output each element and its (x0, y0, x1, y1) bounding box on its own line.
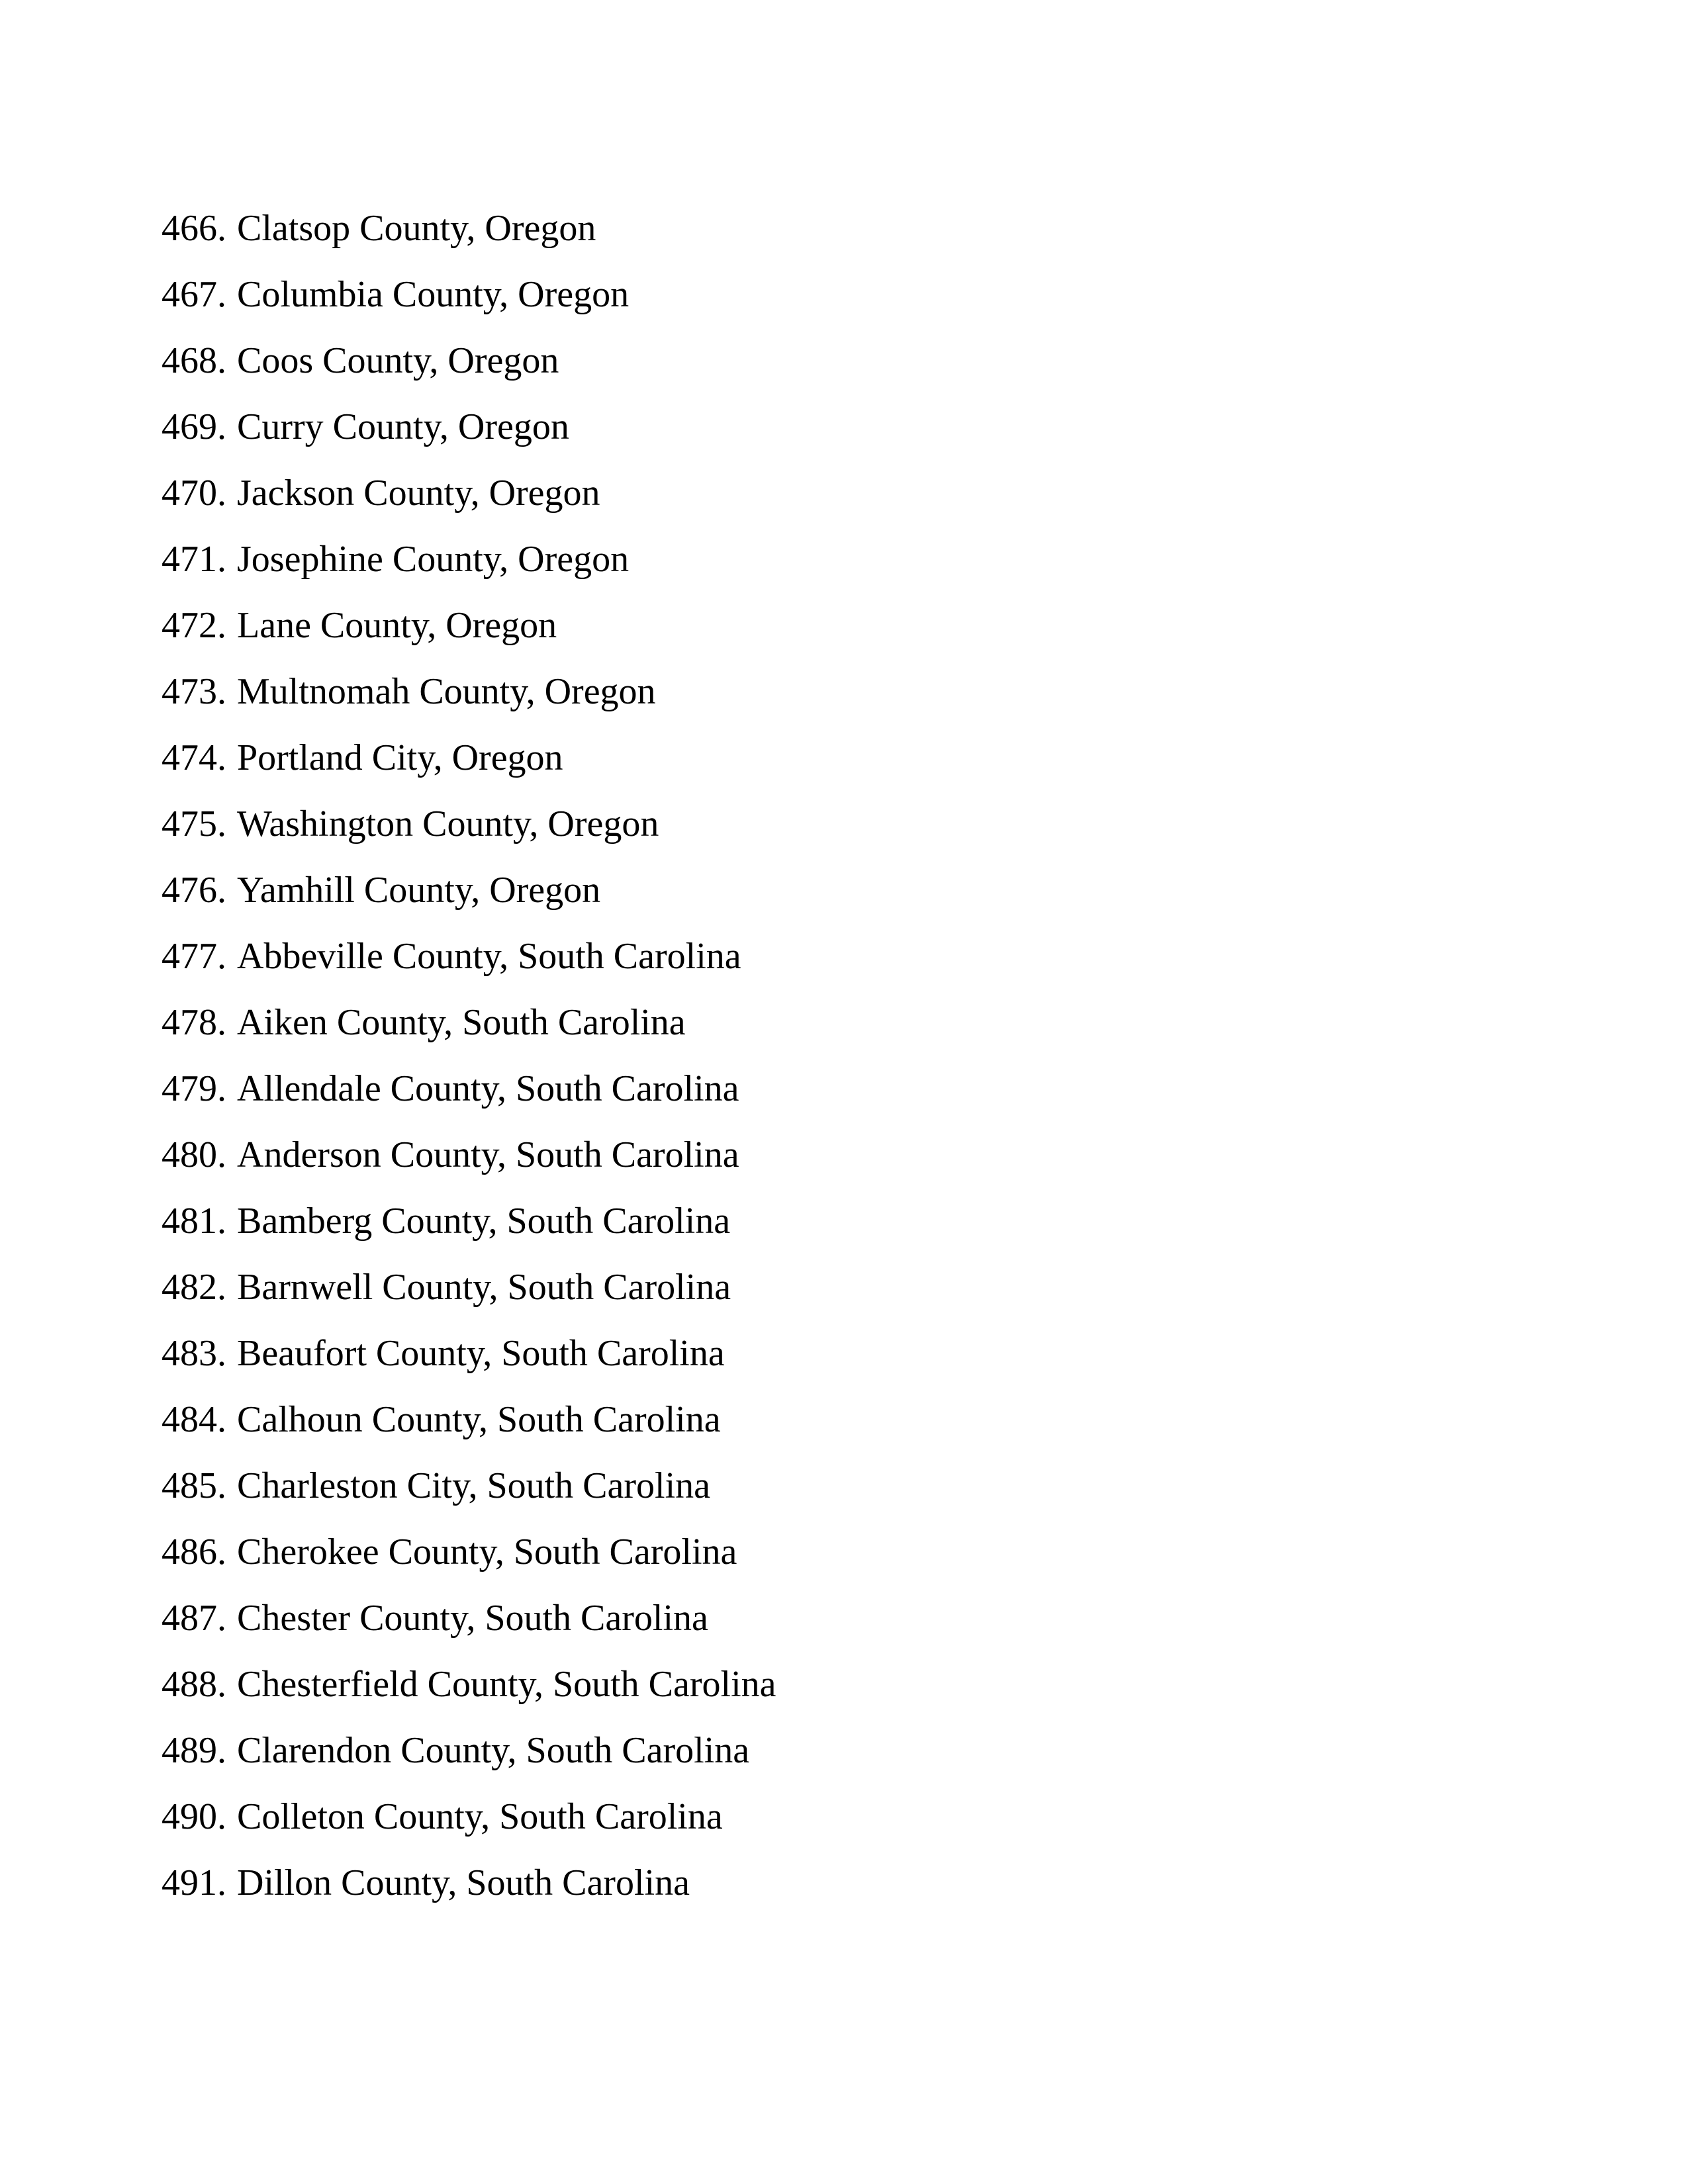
list-item-number: 486. (162, 1531, 226, 1572)
list-item-text: Anderson County, South Carolina (237, 1134, 739, 1175)
list-item-text: Aiken County, South Carolina (237, 1002, 686, 1043)
list-item (162, 923, 776, 989)
list-item-text: Dillon County, South Carolina (237, 1862, 690, 1903)
list-item-text: Clatsop County, Oregon (237, 208, 596, 249)
list-item-number: 474. (162, 737, 226, 778)
list-item (162, 1453, 776, 1519)
list-item-text: Multnomah County, Oregon (237, 671, 656, 712)
list-item (162, 791, 776, 857)
list-item-text: Clarendon County, South Carolina (237, 1730, 750, 1771)
list-item-number: 477. (162, 936, 226, 977)
list-item-text: Chester County, South Carolina (237, 1598, 708, 1639)
numbered-list (162, 195, 776, 1916)
list-item-text: Washington County, Oregon (237, 803, 659, 844)
list-item (162, 1585, 776, 1651)
list-item-number: 475. (162, 803, 226, 844)
list-item-number: 476. (162, 870, 226, 911)
list-item-number: 466. (162, 208, 226, 249)
list-item-number: 491. (162, 1862, 226, 1903)
list-item (162, 1056, 776, 1122)
list-item-number: 471. (162, 539, 226, 580)
list-item (162, 989, 776, 1056)
list-item (162, 1784, 776, 1850)
list-item-number: 467. (162, 274, 226, 315)
list-item (162, 1320, 776, 1387)
list-item-text: Columbia County, Oregon (237, 274, 630, 315)
list-item (162, 195, 776, 261)
list-item-text: Portland City, Oregon (237, 737, 563, 778)
list-item-number: 482. (162, 1267, 226, 1308)
list-item (162, 526, 776, 592)
list-item (162, 1651, 776, 1717)
list-item-number: 488. (162, 1664, 226, 1705)
list-item-number: 480. (162, 1134, 226, 1175)
list-item (162, 394, 776, 460)
list-item-number: 484. (162, 1399, 226, 1440)
list-item-number: 478. (162, 1002, 226, 1043)
list-item-text: Coos County, Oregon (237, 340, 559, 381)
list-item-text: Colleton County, South Carolina (237, 1796, 723, 1837)
list-item-text: Cherokee County, South Carolina (237, 1531, 737, 1572)
list-item (162, 659, 776, 725)
list-item (162, 1387, 776, 1453)
list-item-text: Charleston City, South Carolina (237, 1465, 710, 1506)
list-item-number: 489. (162, 1730, 226, 1771)
list-item-text: Curry County, Oregon (237, 406, 569, 447)
list-item-text: Lane County, Oregon (237, 605, 557, 646)
list-item (162, 1254, 776, 1320)
list-item-text: Calhoun County, South Carolina (237, 1399, 721, 1440)
list-item-text: Jackson County, Oregon (237, 473, 600, 514)
list-item (162, 592, 776, 659)
list-item-text: Chesterfield County, South Carolina (237, 1664, 776, 1705)
list-item-number: 485. (162, 1465, 226, 1506)
list-item-text: Abbeville County, South Carolina (237, 936, 741, 977)
list-item-number: 472. (162, 605, 226, 646)
list-item (162, 1188, 776, 1254)
list-item-number: 490. (162, 1796, 226, 1837)
list-item (162, 460, 776, 526)
list-item (162, 1122, 776, 1188)
list-item-text: Allendale County, South Carolina (237, 1068, 739, 1109)
list-item-number: 470. (162, 473, 226, 514)
list-item-number: 468. (162, 340, 226, 381)
list-item-text: Bamberg County, South Carolina (237, 1201, 731, 1242)
list-item (162, 857, 776, 923)
list-item-text: Yamhill County, Oregon (237, 870, 601, 911)
list-item-number: 469. (162, 406, 226, 447)
list-item (162, 725, 776, 791)
list-item (162, 328, 776, 394)
list-item-text: Barnwell County, South Carolina (237, 1267, 731, 1308)
list-item (162, 1519, 776, 1585)
list-item-number: 481. (162, 1201, 226, 1242)
list-item (162, 1717, 776, 1784)
list-item (162, 1850, 776, 1916)
list-item-number: 473. (162, 671, 226, 712)
list-item-number: 479. (162, 1068, 226, 1109)
list-item-number: 483. (162, 1333, 226, 1374)
list-item (162, 261, 776, 328)
list-item-text: Josephine County, Oregon (237, 539, 630, 580)
list-item-number: 487. (162, 1598, 226, 1639)
list-item-text: Beaufort County, South Carolina (237, 1333, 725, 1374)
